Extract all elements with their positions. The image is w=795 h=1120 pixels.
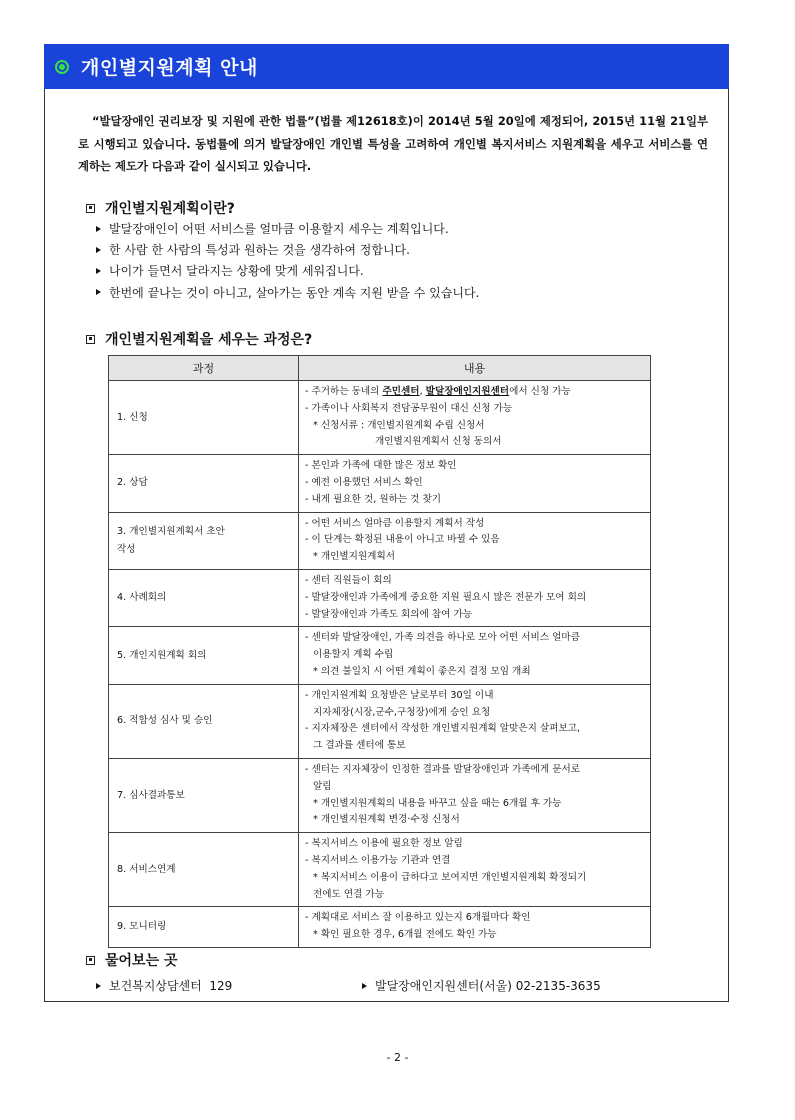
content-cell: [299, 569, 651, 626]
content-cell: [299, 833, 651, 907]
step-cell: 3. 개인별지원계획서 초안 작성: [109, 512, 299, 569]
content-line: - 센터는 지자체장이 인정한 결과를 발달장애인과 가족에게 문서로: [305, 763, 581, 775]
square-bullet-icon: [86, 956, 95, 965]
emphasized-text: 발달장애인지원센터: [425, 386, 510, 397]
content-line: - 가족이나 사회복지 전담공무원이 대신 신청 가능: [305, 402, 513, 414]
table-row: [109, 684, 651, 758]
square-bullet-icon: [86, 335, 95, 344]
content-line: * 개인별지원계획 변경·수정 신청서: [313, 814, 460, 826]
content-line: - 지자체장은 센터에서 작성한 개인별지원계획 알맞은지 살펴보고,: [305, 723, 581, 735]
content-line: - 복지서비스 이용가능 기관과 연결: [305, 854, 451, 866]
section-heading-contacts: [86, 950, 178, 970]
column-header-content: 내용: [299, 356, 651, 381]
content-line: 알림: [313, 780, 332, 792]
content-line: 개인별지원계획서 신청 동의서: [375, 436, 502, 448]
emphasized-text: 주민센터: [382, 386, 420, 397]
content-line: - 센터 직원들이 회의: [305, 574, 392, 586]
triangle-bullet-icon: [96, 226, 101, 232]
content-line: - 발달장애인과 가족도 회의에 참여 가능: [305, 608, 472, 620]
bullseye-icon: [55, 60, 69, 74]
content-cell: [299, 455, 651, 512]
table-row: [109, 627, 651, 684]
section-heading-process: [86, 329, 312, 349]
line-text: ,: [419, 386, 426, 397]
column-header-step: 과정: [109, 356, 299, 381]
content-line: - 복지서비스 이용에 필요한 정보 알림: [305, 838, 463, 850]
content-cell: [299, 907, 651, 948]
content-line: 이용할지 계획 수립: [313, 649, 394, 661]
triangle-bullet-icon: [362, 983, 367, 989]
content-cell: [299, 512, 651, 569]
triangle-bullet-icon: [96, 268, 101, 274]
content-line: - 어떤 서비스 얼마큼 이용할지 계획서 작성: [305, 517, 485, 529]
intro-text: “발달장애인 권리보장 및 지원에 관한 법률”(법률 제12618호)이 2014년 5월 20일에 제정되어, 2015년 11월 21일부로 시행되고 있습니다. 동법률에 의거 발달장애인 개인별 특성을 고려하여 개인별 복지서비스 지원계획을 세우고 서비스를 연계하는 제도가 다음과 같이 실시되고 있습니다.: [78, 114, 708, 173]
content-line: [305, 384, 644, 401]
list-item: [96, 218, 479, 239]
section-title: 개인별지원계획을 세우는 과정은?: [105, 332, 313, 348]
table-row: [109, 907, 651, 948]
list-item: [96, 260, 479, 281]
list-item: [96, 282, 479, 303]
content-line: * 확인 필요한 경우, 6개월 전에도 확인 가능: [313, 929, 497, 941]
contact-item: [96, 977, 232, 994]
step-cell: 6. 적합성 심사 및 승인: [109, 684, 299, 758]
triangle-bullet-icon: [96, 289, 101, 295]
triangle-bullet-icon: [96, 983, 101, 989]
list-item: [96, 239, 479, 260]
list-item-text: 한 사람 한 사람의 특성과 원하는 것을 생각하여 정합니다.: [109, 243, 410, 258]
section-title: 물어보는 곳: [105, 953, 178, 969]
page-title: 개인별지원계획 안내: [81, 57, 258, 79]
contact-item: [362, 977, 601, 994]
content-line: 지자체장(시장,군수,구청장)에게 승인 요청: [313, 706, 491, 718]
step-cell: 8. 서비스연계: [109, 833, 299, 907]
line-text: - 주거하는 동네의: [305, 386, 383, 397]
content-line: * 의견 불일치 시 어떤 계획이 좋은지 결정 모임 개최: [313, 665, 531, 677]
section-heading-definition: [86, 198, 235, 218]
content-line: - 예전 이용했던 서비스 확인: [305, 476, 423, 488]
table-row: [109, 833, 651, 907]
step-cell: 1. 신청: [109, 381, 299, 455]
step-cell: 7. 심사결과통보: [109, 758, 299, 832]
page-number: - 2 -: [386, 1051, 409, 1064]
content-line: * 신청서류 : 개인별지원계획 수립 신청서: [313, 419, 485, 431]
content-cell: [299, 627, 651, 684]
table-row: [109, 758, 651, 832]
content-cell: [299, 758, 651, 832]
content-line: 전에도 연결 가능: [313, 888, 384, 900]
intro-paragraph: [78, 110, 708, 178]
content-line: - 이 단계는 확정된 내용이 아니고 바뀔 수 있음: [305, 534, 500, 546]
content-line: - 센터와 발달장애인, 가족 의견을 하나로 모아 어떤 서비스 얼마큼: [305, 632, 580, 644]
title-banner: [44, 44, 729, 89]
content-line: - 계획대로 서비스 잘 이용하고 있는지 6개월마다 확인: [305, 912, 531, 924]
step-cell: 4. 사례회의: [109, 569, 299, 626]
step-cell: 9. 모니터링: [109, 907, 299, 948]
contact-text: 발달장애인지원센터(서울) 02-2135-3635: [375, 979, 601, 993]
section-title: 개인별지원계획이란?: [105, 201, 235, 217]
content-cell: [299, 684, 651, 758]
content-line: * 복지서비스 이용이 급하다고 보여지면 개인별지원계획 확정되기: [313, 871, 587, 883]
line-text: 에서 신청 가능: [509, 386, 571, 397]
content-line: - 내게 필요한 것, 원하는 것 찾기: [305, 493, 442, 505]
step-cell: 2. 상담: [109, 455, 299, 512]
content-cell: [299, 381, 651, 455]
content-line: * 개인별지원계획서: [313, 551, 395, 563]
square-bullet-icon: [86, 204, 95, 213]
table-row: [109, 569, 651, 626]
list-item-text: 발달장애인이 어떤 서비스를 얼마큼 이용할지 세우는 계획입니다.: [109, 222, 449, 237]
content-line: - 발달장애인과 가족에게 중요한 지원 필요시 많은 전문가 모여 회의: [305, 591, 587, 603]
definition-list: [96, 218, 479, 303]
content-line: * 개인별지원계획의 내용을 바꾸고 싶을 때는 6개월 후 가능: [313, 797, 562, 809]
process-table-body: [109, 381, 651, 948]
table-row: [109, 455, 651, 512]
content-line: - 개인지원계획 요청받은 날로부터 30일 이내: [305, 689, 494, 701]
contact-text: 보건복지상담센터 129: [109, 979, 233, 993]
list-item-text: 나이가 들면서 달라지는 상황에 맞게 세워집니다.: [109, 264, 364, 279]
process-table: [108, 355, 651, 948]
list-item-text: 한번에 끝나는 것이 아니고, 살아가는 동안 계속 지원 받을 수 있습니다.: [109, 285, 480, 300]
content-line: 그 결과를 센터에 통보: [313, 740, 406, 752]
triangle-bullet-icon: [96, 247, 101, 253]
content-line: - 본인과 가족에 대한 많은 정보 확인: [305, 460, 457, 472]
table-header-row: [109, 356, 651, 381]
table-row: [109, 512, 651, 569]
table-row: [109, 381, 651, 455]
step-cell: 5. 개인지원계획 회의: [109, 627, 299, 684]
